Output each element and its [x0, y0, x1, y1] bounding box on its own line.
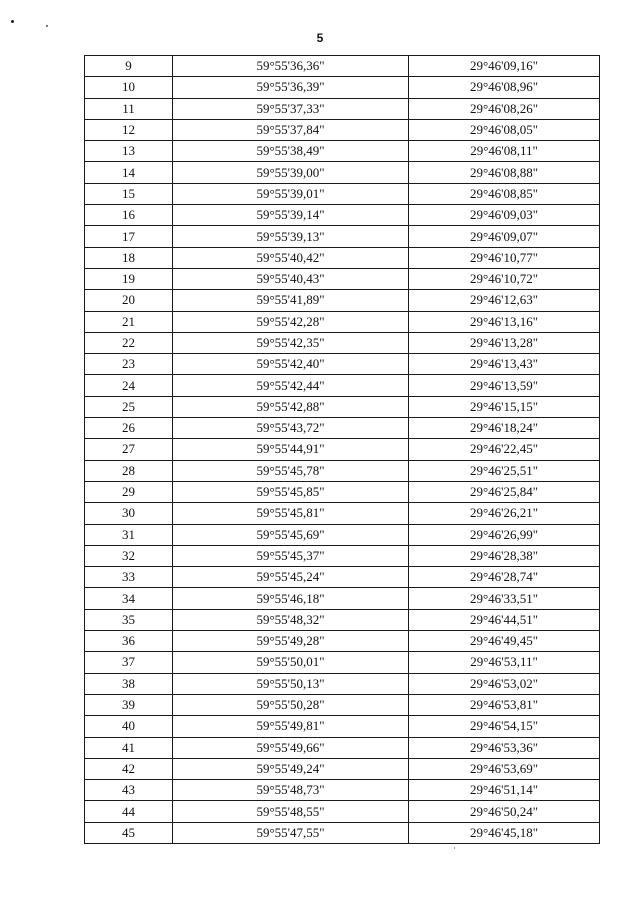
point-number-cell: 21	[85, 311, 173, 332]
longitude-cell: 29°46'13,16"	[409, 311, 600, 332]
table-row	[85, 290, 600, 311]
point-number-cell: 39	[85, 694, 173, 715]
longitude-cell: 29°46'49,45"	[409, 631, 600, 652]
table-row	[85, 332, 600, 353]
longitude-cell: 29°46'08,85"	[409, 183, 600, 204]
point-number-cell: 45	[85, 822, 173, 843]
table-row	[85, 418, 600, 439]
table-row	[85, 396, 600, 417]
latitude-cell: 59°55'42,40"	[173, 354, 409, 375]
table-row	[85, 56, 600, 77]
point-number-cell: 24	[85, 375, 173, 396]
table-row	[85, 183, 600, 204]
longitude-cell: 29°46'10,77"	[409, 247, 600, 268]
table-row	[85, 226, 600, 247]
latitude-cell: 59°55'48,55"	[173, 801, 409, 822]
table-row	[85, 758, 600, 779]
latitude-cell: 59°55'50,01"	[173, 652, 409, 673]
point-number-cell: 17	[85, 226, 173, 247]
longitude-cell: 29°46'26,21"	[409, 503, 600, 524]
longitude-cell: 29°46'45,18"	[409, 822, 600, 843]
point-number-cell: 44	[85, 801, 173, 822]
point-number-cell: 15	[85, 183, 173, 204]
table-row	[85, 460, 600, 481]
longitude-cell: 29°46'10,72"	[409, 268, 600, 289]
table-row	[85, 98, 600, 119]
point-number-cell: 42	[85, 758, 173, 779]
scan-speck	[46, 25, 48, 27]
latitude-cell: 59°55'39,01"	[173, 183, 409, 204]
table-row	[85, 375, 600, 396]
table-row	[85, 205, 600, 226]
point-number-cell: 35	[85, 609, 173, 630]
longitude-cell: 29°46'08,26"	[409, 98, 600, 119]
latitude-cell: 59°55'40,42"	[173, 247, 409, 268]
longitude-cell: 29°46'09,16"	[409, 56, 600, 77]
longitude-cell: 29°46'53,11"	[409, 652, 600, 673]
page-number: 5	[316, 31, 324, 45]
longitude-cell: 29°46'25,51"	[409, 460, 600, 481]
longitude-cell: 29°46'50,24"	[409, 801, 600, 822]
latitude-cell: 59°55'44,91"	[173, 439, 409, 460]
scan-speck	[454, 847, 455, 849]
table-row	[85, 311, 600, 332]
latitude-cell: 59°55'37,84"	[173, 119, 409, 140]
point-number-cell: 36	[85, 631, 173, 652]
longitude-cell: 29°46'08,11"	[409, 141, 600, 162]
latitude-cell: 59°55'40,43"	[173, 268, 409, 289]
table-row	[85, 588, 600, 609]
point-number-cell: 16	[85, 205, 173, 226]
latitude-cell: 59°55'45,24"	[173, 567, 409, 588]
latitude-cell: 59°55'49,28"	[173, 631, 409, 652]
table-row	[85, 524, 600, 545]
longitude-cell: 29°46'08,05"	[409, 119, 600, 140]
latitude-cell: 59°55'39,14"	[173, 205, 409, 226]
point-number-cell: 38	[85, 673, 173, 694]
longitude-cell: 29°46'33,51"	[409, 588, 600, 609]
latitude-cell: 59°55'45,69"	[173, 524, 409, 545]
latitude-cell: 59°55'38,49"	[173, 141, 409, 162]
table-row	[85, 141, 600, 162]
latitude-cell: 59°55'48,73"	[173, 780, 409, 801]
table-row	[85, 354, 600, 375]
point-number-cell: 10	[85, 77, 173, 98]
table-row	[85, 694, 600, 715]
longitude-cell: 29°46'09,07"	[409, 226, 600, 247]
latitude-cell: 59°55'42,35"	[173, 332, 409, 353]
table-row	[85, 609, 600, 630]
latitude-cell: 59°55'39,00"	[173, 162, 409, 183]
longitude-cell: 29°46'53,36"	[409, 737, 600, 758]
point-number-cell: 40	[85, 716, 173, 737]
point-number-cell: 37	[85, 652, 173, 673]
coordinates-table-body	[85, 56, 600, 844]
point-number-cell: 12	[85, 119, 173, 140]
table-row	[85, 545, 600, 566]
coordinates-table	[84, 55, 600, 844]
table-row	[85, 439, 600, 460]
latitude-cell: 59°55'49,81"	[173, 716, 409, 737]
longitude-cell: 29°46'54,15"	[409, 716, 600, 737]
latitude-cell: 59°55'45,81"	[173, 503, 409, 524]
point-number-cell: 22	[85, 332, 173, 353]
point-number-cell: 43	[85, 780, 173, 801]
latitude-cell: 59°55'45,37"	[173, 545, 409, 566]
latitude-cell: 59°55'45,78"	[173, 460, 409, 481]
point-number-cell: 13	[85, 141, 173, 162]
latitude-cell: 59°55'41,89"	[173, 290, 409, 311]
longitude-cell: 29°46'53,69"	[409, 758, 600, 779]
table-row	[85, 119, 600, 140]
longitude-cell: 29°46'22,45"	[409, 439, 600, 460]
table-row	[85, 503, 600, 524]
longitude-cell: 29°46'13,43"	[409, 354, 600, 375]
point-number-cell: 26	[85, 418, 173, 439]
table-row	[85, 481, 600, 502]
table-row	[85, 822, 600, 843]
longitude-cell: 29°46'28,74"	[409, 567, 600, 588]
latitude-cell: 59°55'46,18"	[173, 588, 409, 609]
latitude-cell: 59°55'50,28"	[173, 694, 409, 715]
longitude-cell: 29°46'18,24"	[409, 418, 600, 439]
table-row	[85, 716, 600, 737]
longitude-cell: 29°46'08,96"	[409, 77, 600, 98]
longitude-cell: 29°46'53,81"	[409, 694, 600, 715]
point-number-cell: 31	[85, 524, 173, 545]
table-row	[85, 673, 600, 694]
latitude-cell: 59°55'43,72"	[173, 418, 409, 439]
latitude-cell: 59°55'45,85"	[173, 481, 409, 502]
point-number-cell: 34	[85, 588, 173, 609]
table-row	[85, 567, 600, 588]
point-number-cell: 32	[85, 545, 173, 566]
scan-speck	[11, 20, 14, 23]
table-row	[85, 801, 600, 822]
point-number-cell: 27	[85, 439, 173, 460]
longitude-cell: 29°46'51,14"	[409, 780, 600, 801]
longitude-cell: 29°46'53,02"	[409, 673, 600, 694]
table-row	[85, 631, 600, 652]
latitude-cell: 59°55'42,88"	[173, 396, 409, 417]
table-row	[85, 162, 600, 183]
point-number-cell: 20	[85, 290, 173, 311]
longitude-cell: 29°46'13,28"	[409, 332, 600, 353]
latitude-cell: 59°55'36,36"	[173, 56, 409, 77]
table-row	[85, 737, 600, 758]
longitude-cell: 29°46'26,99"	[409, 524, 600, 545]
table-row	[85, 247, 600, 268]
latitude-cell: 59°55'49,24"	[173, 758, 409, 779]
longitude-cell: 29°46'15,15"	[409, 396, 600, 417]
point-number-cell: 18	[85, 247, 173, 268]
latitude-cell: 59°55'42,28"	[173, 311, 409, 332]
latitude-cell: 59°55'49,66"	[173, 737, 409, 758]
point-number-cell: 11	[85, 98, 173, 119]
table-row	[85, 780, 600, 801]
longitude-cell: 29°46'09,03"	[409, 205, 600, 226]
table-row	[85, 268, 600, 289]
point-number-cell: 9	[85, 56, 173, 77]
latitude-cell: 59°55'37,33"	[173, 98, 409, 119]
table-row	[85, 77, 600, 98]
longitude-cell: 29°46'25,84"	[409, 481, 600, 502]
point-number-cell: 25	[85, 396, 173, 417]
table-row	[85, 652, 600, 673]
latitude-cell: 59°55'36,39"	[173, 77, 409, 98]
point-number-cell: 41	[85, 737, 173, 758]
point-number-cell: 19	[85, 268, 173, 289]
latitude-cell: 59°55'47,55"	[173, 822, 409, 843]
latitude-cell: 59°55'42,44"	[173, 375, 409, 396]
longitude-cell: 29°46'28,38"	[409, 545, 600, 566]
longitude-cell: 29°46'12,63"	[409, 290, 600, 311]
point-number-cell: 28	[85, 460, 173, 481]
point-number-cell: 33	[85, 567, 173, 588]
latitude-cell: 59°55'48,32"	[173, 609, 409, 630]
point-number-cell: 23	[85, 354, 173, 375]
point-number-cell: 14	[85, 162, 173, 183]
longitude-cell: 29°46'44,51"	[409, 609, 600, 630]
latitude-cell: 59°55'39,13"	[173, 226, 409, 247]
longitude-cell: 29°46'08,88"	[409, 162, 600, 183]
longitude-cell: 29°46'13,59"	[409, 375, 600, 396]
point-number-cell: 29	[85, 481, 173, 502]
latitude-cell: 59°55'50,13"	[173, 673, 409, 694]
point-number-cell: 30	[85, 503, 173, 524]
